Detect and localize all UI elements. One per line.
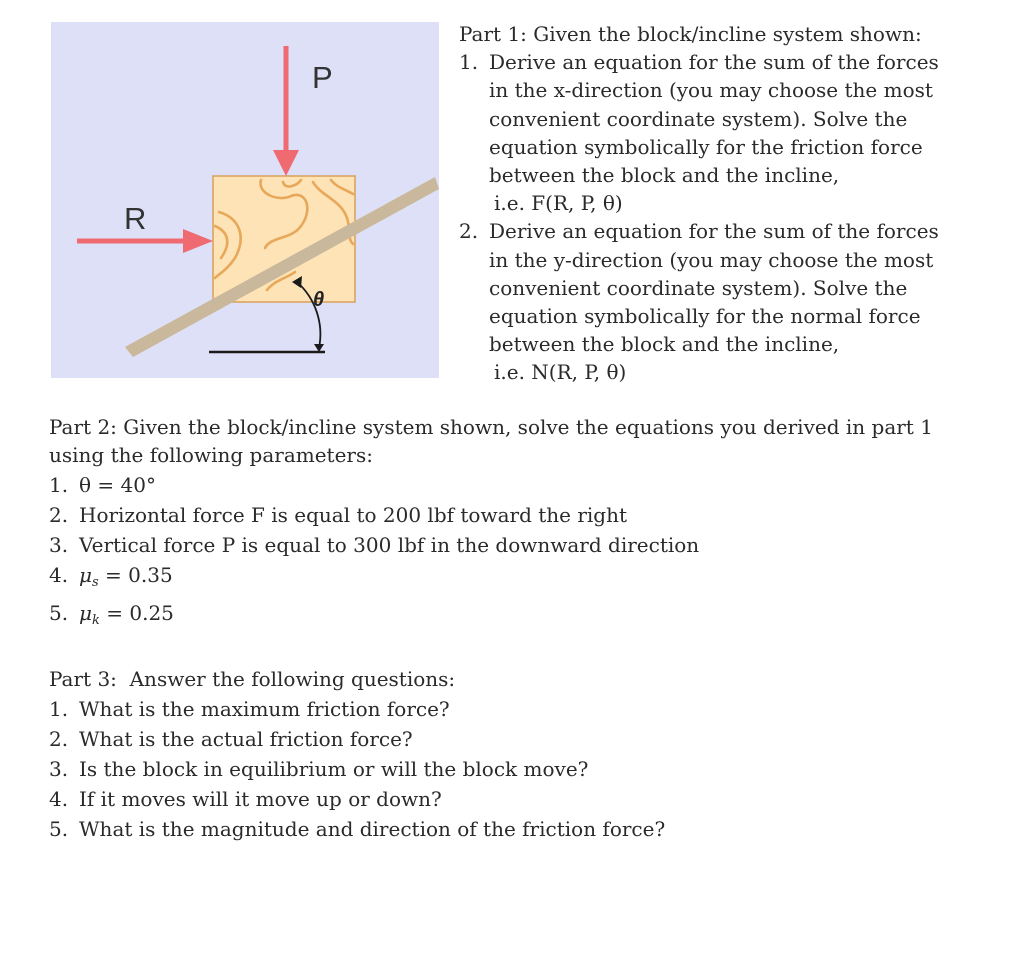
part2-item [49,470,1009,500]
angle-theta-label: θ [313,289,325,311]
part2-item-text: Horizontal force F is equal to 200 lbf toward the right [79,503,628,528]
part3-item [49,754,1009,784]
part2-item-number: 5. [49,601,69,626]
part3-heading: Part 3: Answer the following questions: [49,667,456,691]
part1-item-text: Derive an equation for the sum of the forces [489,219,939,244]
part3-item-text: Is the block in equilibrium or will the block move? [79,757,589,781]
part3-item [49,814,1009,844]
part3-item [49,694,1009,724]
part2-heading-continued: using the following parameters: [49,443,373,468]
part2-heading: Part 2: Given the block/incline system shown, solve the equations you derived in part 1 [49,415,933,439]
part3-item-text: What is the magnitude and direction of the friction force? [79,817,666,841]
part2-item-number: 2. [49,503,69,528]
part1-item-text: convenient coordinate system). Solve the [489,106,908,131]
part2-item-number: 4. [49,563,69,588]
part3-item [49,724,1009,754]
part2-item [49,560,1009,598]
mu-subscript: k [92,613,100,629]
block-incline-figure [51,22,439,378]
part2-item [49,500,1009,530]
part1-heading: Part 1: Given the block/incline system shown: [459,22,922,46]
part3-item-text: What is the actual friction force? [79,727,413,751]
part1-section [459,20,1019,387]
part1-item-1 [459,48,1019,217]
part1-item-text: between the block and the incline, [489,332,840,357]
part3-item-number: 1. [49,697,69,721]
part1-item-text: equation symbolically for the friction force [489,134,923,159]
force-p-label: P [312,60,333,95]
part1-item-text: in the y-direction (you may choose the most [489,247,934,272]
part3-item-number: 2. [49,727,69,751]
part1-item-2 [459,217,1019,386]
part1-item-number: 1. [459,50,479,75]
part2-item-text: = 0.25 [99,601,174,626]
part3-item [49,784,1009,814]
part2-parameter-list [49,470,1009,636]
part1-item-text: in the x-direction (you may choose the most [489,78,933,103]
part1-ie-expression: i.e. F(R, P, θ) [494,191,623,216]
mu-subscript: s [92,575,99,591]
part2-item [49,530,1009,560]
part3-item-text: What is the maximum friction force? [79,697,450,721]
part2-item-text: θ = 40° [79,473,156,498]
part2-item-text: Vertical force P is equal to 300 lbf in the downward direction [79,533,700,558]
mu-symbol: μ [79,563,92,588]
part2-section [49,413,1009,636]
part1-item-text: Derive an equation for the sum of the forces [489,50,939,75]
part3-item-text: If it moves will it move up or down? [79,787,442,811]
mu-symbol: μ [79,601,92,626]
part1-item-text: equation symbolically for the normal force [489,304,921,329]
force-r-label: R [124,201,147,236]
part1-item-number: 2. [459,219,479,244]
part1-ie-expression: i.e. N(R, P, θ) [494,360,627,385]
part3-item-number: 4. [49,787,69,811]
part3-section [49,664,1009,844]
part1-item-text: between the block and the incline, [489,163,840,188]
part3-item-number: 3. [49,757,69,781]
part2-item-number: 3. [49,533,69,558]
part1-item-text: convenient coordinate system). Solve the [489,275,908,300]
part2-item-number: 1. [49,473,69,498]
part3-item-number: 5. [49,817,69,841]
part2-item [49,598,1009,636]
part2-item-text: = 0.35 [98,563,173,588]
